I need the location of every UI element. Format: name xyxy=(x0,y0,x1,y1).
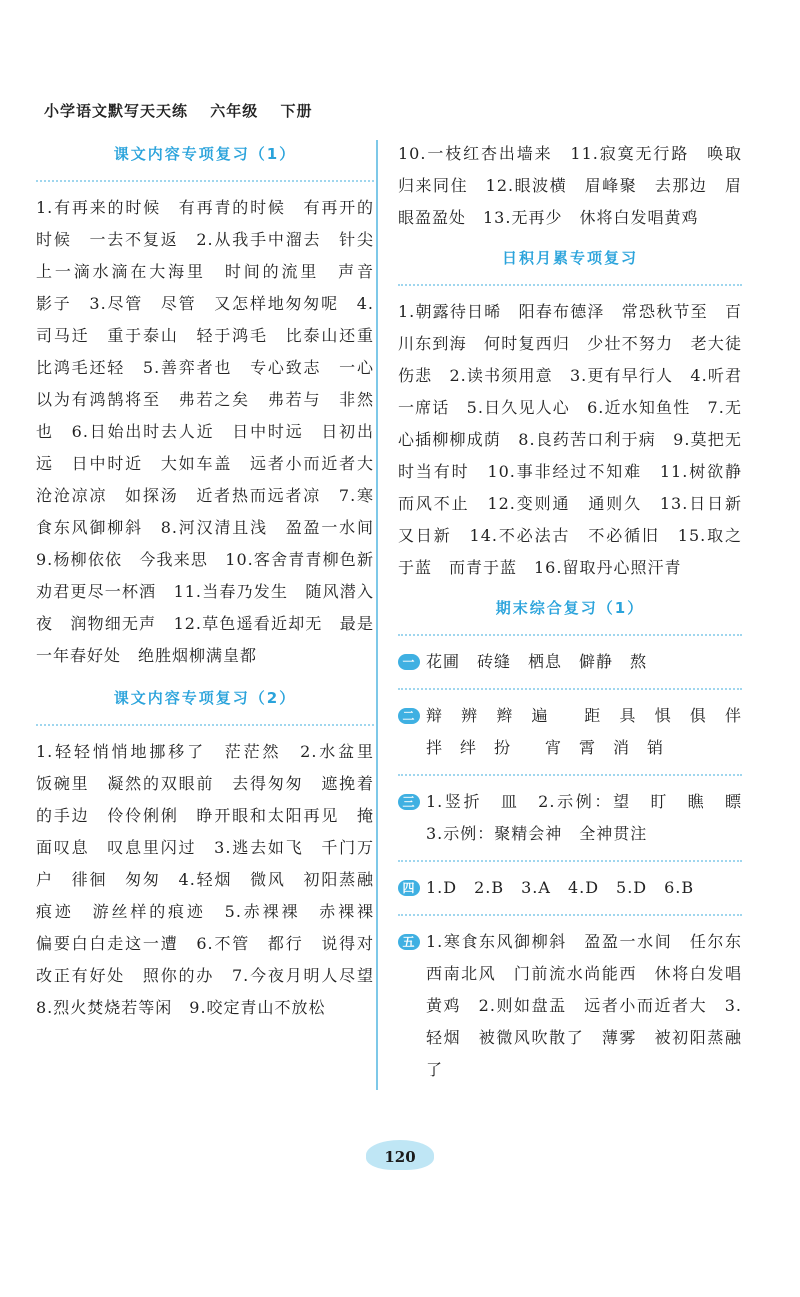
question-number-badge: 二 xyxy=(398,708,420,724)
section-title-review-2: 课文内容专项复习（2） xyxy=(113,689,297,707)
answers-review-2: 1.轻轻悄悄地挪移了 茫茫然 2.水盆里 饭碗里 凝然的双眼前 去得匆匆 遮挽着的手边 伶伶俐俐 睁开眼和太阳再见 掩面叹息 叹息里闪过 3.逃去如飞 千门万户 徘徊 匆匆 4.轻烟 微风 初阳蒸融 痕迹 游丝样的痕迹 5.赤裸裸 赤裸裸 偏要白白走这一遭 6.不管 都行 说得对 改正有好处 照你的办 7.今夜月明人尽望 8.烈火焚烧若等闲 9.咬定青山不放松 xyxy=(36,742,392,1017)
question-row xyxy=(398,786,760,850)
section-title-review-1: 课文内容专项复习（1） xyxy=(113,145,297,163)
question-answer: 1.D 2.B 3.A 4.D 5.D 6.B xyxy=(426,878,695,897)
question-row xyxy=(398,926,742,1086)
question-number-badge: 一 xyxy=(398,654,420,670)
answers-daily-accumulation: 1.朝露待日晞 阳春布德泽 常恐秋节至 百川东到海 何时复西归 少壮不努力 老大徒伤悲 2.读书须用意 3.更有早行人 4.听君一席话 5.日久见人心 6.近水知鱼性 7.无心插柳柳成荫 8.良药苦口利于病 9.莫把无时当有时 10.事非经过不知难 11.树欲静而风不止 12.变则通 通则久 13.日日新 又日新 14.不必法古 不必循旧 15.取之于蓝 而青于蓝 16.留取丹心照汗青 xyxy=(398,302,760,577)
dotted-divider xyxy=(398,860,742,862)
dotted-divider xyxy=(398,634,742,636)
question-answer: 辩 辨 辫 遍 距 具 惧 俱 伴 拌 绊 扮 宵 霄 消 销 xyxy=(426,706,760,757)
dotted-divider xyxy=(36,724,374,726)
question-row xyxy=(398,872,742,904)
answers-review-1: 1.有再来的时候 有再青的时候 有再开的时候 一去不复返 2.从我手中溜去 针尖上一滴水滴在大海里 时间的流里 声音 影子 3.尽管 尽管 又怎样地匆匆呢 4.司马迁 重于泰山 轻于鸿毛 比泰山还重 比鸿毛还轻 5.善弈者也 专心致志 一心以为有鸿鹄将至 弗若之矣 弗若与 非然也 6.日始出时去人近 日中时远 日初出远 日中时近 大如车盖 远者小而近者大 沧沧凉凉 如探汤 近者热而远者凉 7.寒食东风御柳斜 8.河汉清且浅 盈盈一水间 9.杨柳依依 今我来思 10.客舍青青柳色新 劝君更尽一杯酒 11.当春乃发生 随风潜入夜 润物细无声 12.草色遥看近却无 最是一年春好处 绝胜烟柳满皇都 xyxy=(36,198,392,665)
dotted-divider xyxy=(398,914,742,916)
section-title-daily-accumulation: 日积月累专项复习 xyxy=(501,249,638,267)
dotted-divider xyxy=(398,774,742,776)
question-number-badge: 三 xyxy=(398,794,420,810)
question-row xyxy=(398,700,760,764)
dotted-divider xyxy=(398,688,742,690)
dotted-divider xyxy=(398,284,742,286)
book-title: 小学语文默写天天练 xyxy=(44,102,189,120)
left-column xyxy=(36,138,392,1024)
volume-label: 下册 xyxy=(280,102,313,120)
page-number xyxy=(362,1140,438,1174)
dotted-divider xyxy=(36,180,374,182)
question-number-badge: 四 xyxy=(398,880,420,896)
right-column xyxy=(398,138,760,1086)
answers-continued: 10.一枝红杏出墙来 11.寂寞无行路 唤取归来同住 12.眼波横 眉峰聚 去那边 眉眼盈盈处 13.无再少 休将白发唱黄鸡 xyxy=(398,144,742,227)
grade-label: 六年级 xyxy=(210,102,259,120)
question-answer: 1.寒食东风御柳斜 盈盈一水间 任尔东西南北风 门前流水尚能西 休将白发唱黄鸡 2.则如盘盂 远者小而近者大 3.轻烟 被微风吹散了 薄雾 被初阳蒸融了 xyxy=(426,932,742,1079)
question-answer: 花圃 砖缝 栖息 僻静 熬 xyxy=(426,652,648,671)
question-answer: 1.竖折 皿 2.示例：望 盯 瞧 瞟 3.示例：聚精会神 全神贯注 xyxy=(426,792,760,843)
section-title-final-review-1: 期末综合复习（1） xyxy=(495,599,645,617)
question-row xyxy=(398,646,742,678)
question-number-badge: 五 xyxy=(398,934,420,950)
page-header xyxy=(44,100,329,121)
column-divider xyxy=(376,140,378,1090)
page-number-text: 120 xyxy=(384,1148,416,1166)
